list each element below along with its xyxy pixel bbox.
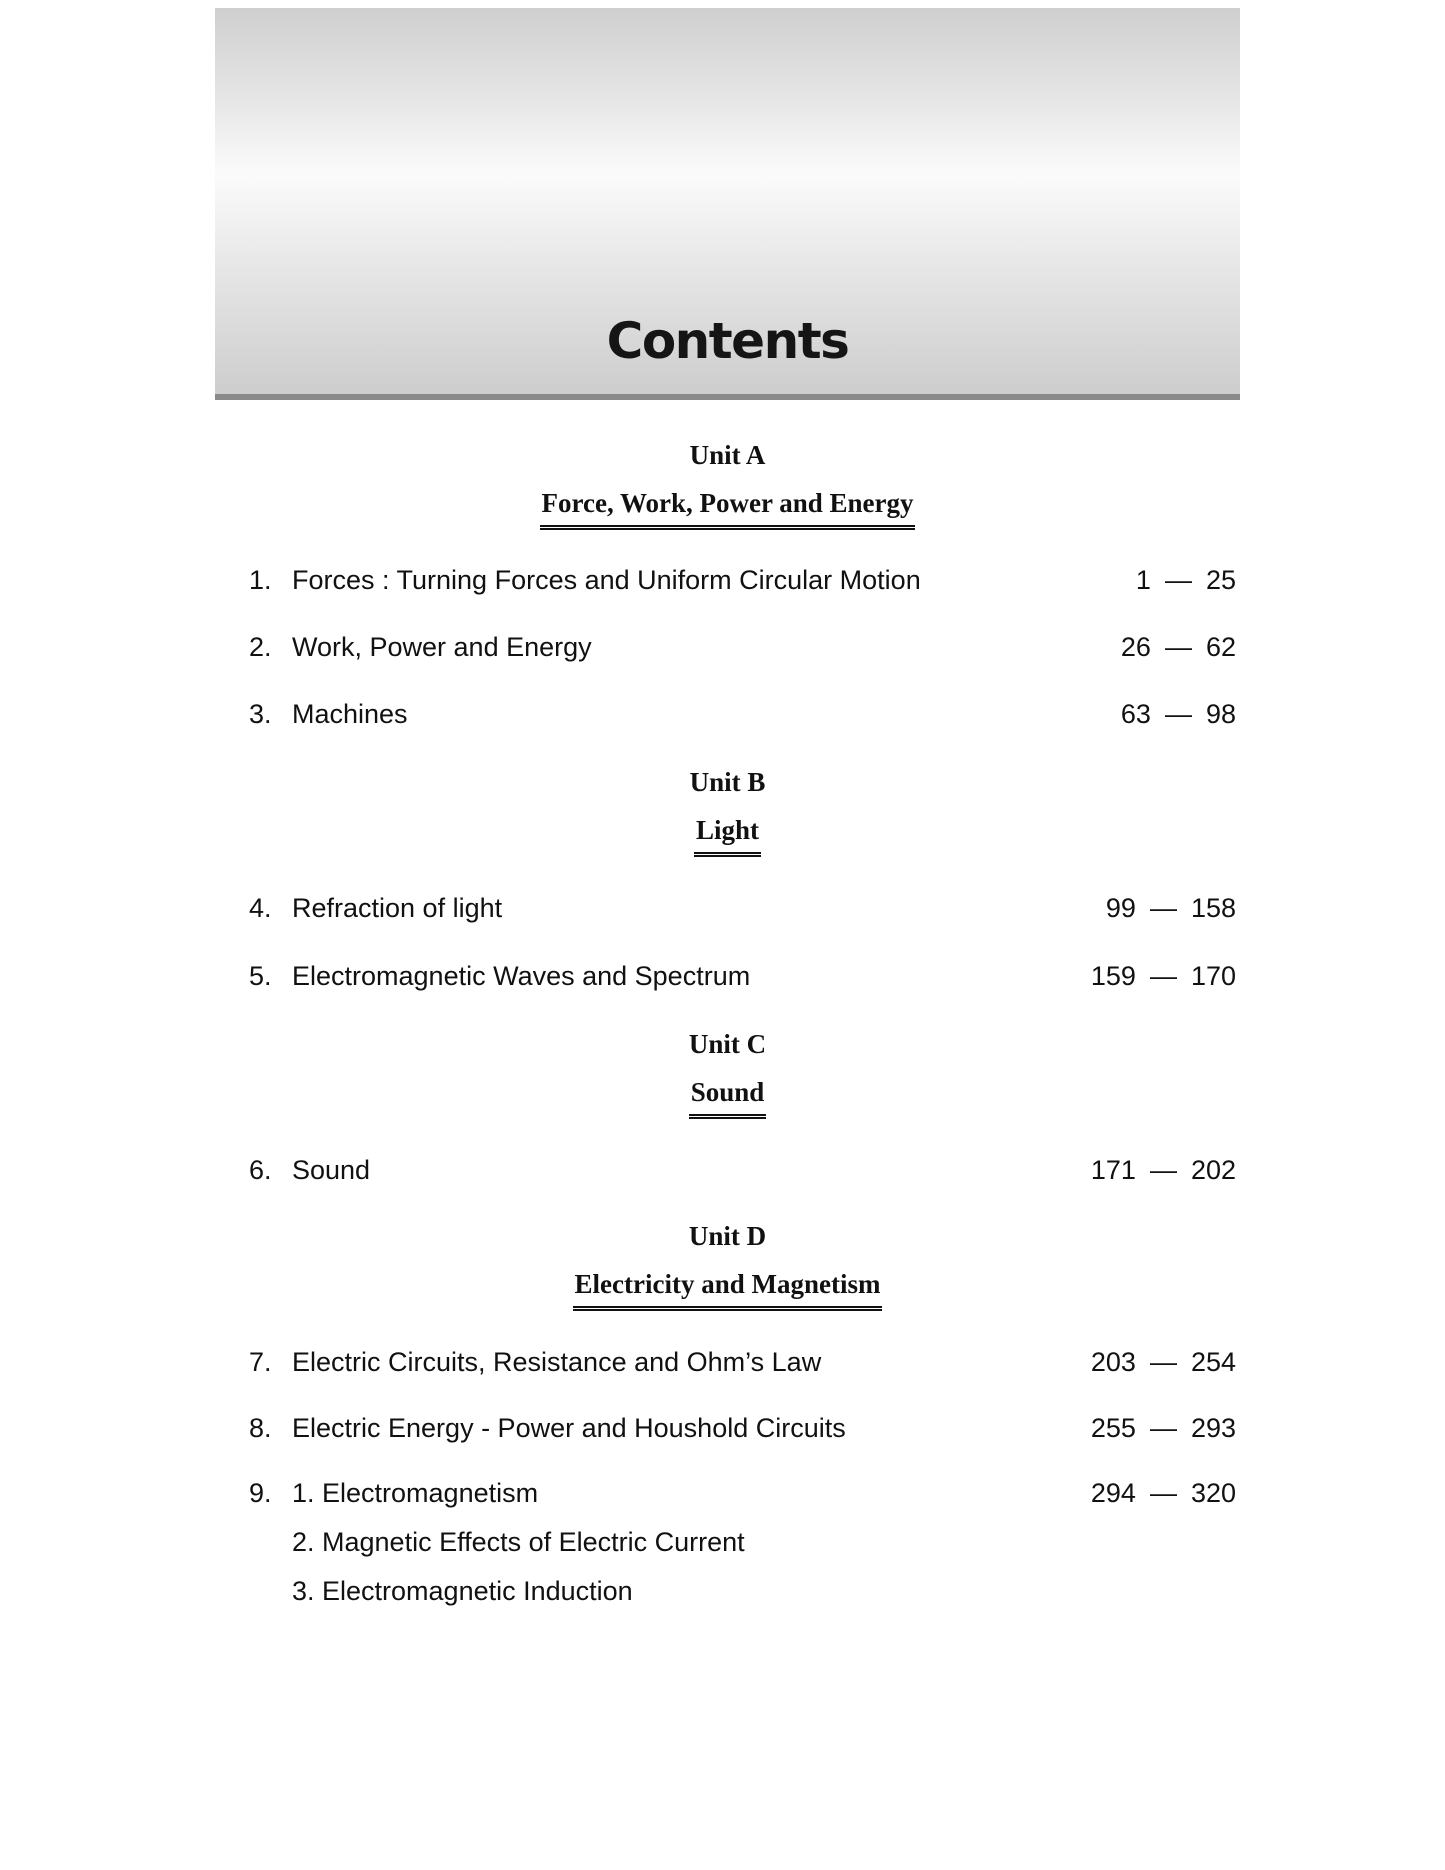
toc-subtopic[interactable]: 2. Magnetic Effects of Electric Current xyxy=(292,1527,745,1557)
page-range xyxy=(1136,563,1236,597)
page-end: 254 xyxy=(1190,1347,1236,1377)
page-start: 203 xyxy=(1090,1347,1136,1377)
page-dash: — xyxy=(1149,1413,1177,1443)
page-end: 293 xyxy=(1190,1413,1236,1443)
chapter-title: Electromagnetic Waves and Spectrum xyxy=(292,961,751,991)
page-end: 62 xyxy=(1205,632,1236,662)
chapter-number: 8. xyxy=(249,1413,272,1443)
chapter-number: 2. xyxy=(249,632,272,662)
chapter-number: 4. xyxy=(249,893,272,923)
unit-title: Electricity and Magnetism xyxy=(573,1271,883,1311)
page-dash: — xyxy=(1164,632,1192,662)
page-dash: — xyxy=(1149,961,1177,991)
page-end: 25 xyxy=(1205,565,1236,595)
page-dash: — xyxy=(1164,565,1192,595)
page-dash: — xyxy=(1149,1155,1177,1185)
chapter-title: Electric Circuits, Resistance and Ohm’s Law xyxy=(292,1347,822,1377)
contents-header-band xyxy=(215,8,1240,400)
unit-label: Unit C xyxy=(688,1029,767,1059)
page-range xyxy=(1091,959,1236,993)
unit-label: Unit B xyxy=(689,767,766,797)
unit-label: Unit A xyxy=(689,440,766,470)
toc-entry[interactable] xyxy=(215,630,1240,664)
toc-entry[interactable] xyxy=(215,1153,1240,1187)
page-range xyxy=(1106,891,1236,925)
toc-entry[interactable] xyxy=(215,1345,1240,1379)
page-end: 320 xyxy=(1190,1478,1236,1508)
page-dash: — xyxy=(1149,893,1177,923)
page-dash: — xyxy=(1149,1478,1177,1508)
page-start: 255 xyxy=(1090,1413,1136,1443)
unit-title: Force, Work, Power and Energy xyxy=(540,490,916,530)
page-end: 202 xyxy=(1190,1155,1236,1185)
page-start: 294 xyxy=(1090,1478,1136,1508)
page-start: 171 xyxy=(1090,1155,1136,1185)
page-title: Contents xyxy=(606,312,849,370)
page-end: 158 xyxy=(1190,893,1236,923)
page-end: 98 xyxy=(1205,699,1236,729)
toc-entry[interactable] xyxy=(215,1476,1240,1510)
page-start: 1 xyxy=(1135,565,1151,595)
unit-label: Unit D xyxy=(688,1221,767,1251)
chapter-number: 3. xyxy=(249,699,272,729)
chapter-title: Sound xyxy=(292,1155,371,1185)
page-start: 63 xyxy=(1120,699,1151,729)
page-dash: — xyxy=(1149,1347,1177,1377)
unit-heading-c xyxy=(215,1031,1240,1119)
toc-entry[interactable] xyxy=(215,697,1240,731)
unit-heading-b xyxy=(215,769,1240,857)
chapter-title: Forces : Turning Forces and Uniform Circular Motion xyxy=(292,565,921,595)
page-range xyxy=(1091,1411,1236,1445)
toc-subtopic[interactable]: 3. Electromagnetic Induction xyxy=(292,1576,633,1606)
chapter-number: 1. xyxy=(249,565,272,595)
toc-entry[interactable] xyxy=(215,1411,1240,1445)
chapter-title: Refraction of light xyxy=(292,893,503,923)
unit-heading-a xyxy=(215,442,1240,530)
chapter-number: 9. xyxy=(249,1478,272,1508)
unit-title: Sound xyxy=(689,1079,767,1119)
page-range xyxy=(1091,1153,1236,1187)
toc-entry[interactable] xyxy=(215,959,1240,993)
chapter-number: 7. xyxy=(249,1347,272,1377)
page-dash: — xyxy=(1164,699,1192,729)
toc-entry[interactable] xyxy=(215,891,1240,925)
toc-entry[interactable] xyxy=(215,563,1240,597)
chapter-title: Machines xyxy=(292,699,408,729)
page-start: 99 xyxy=(1105,893,1136,923)
page-range xyxy=(1091,1476,1236,1510)
unit-title: Light xyxy=(694,817,761,857)
page-start: 159 xyxy=(1090,961,1136,991)
unit-heading-d xyxy=(215,1223,1240,1311)
chapter-title: 1. Electromagnetism xyxy=(292,1478,539,1508)
page-end: 170 xyxy=(1190,961,1236,991)
page-start: 26 xyxy=(1120,632,1151,662)
page-range xyxy=(1121,630,1236,664)
chapter-title: Work, Power and Energy xyxy=(292,632,592,662)
chapter-number: 6. xyxy=(249,1155,272,1185)
page-range xyxy=(1121,697,1236,731)
page-range xyxy=(1091,1345,1236,1379)
chapter-title: Electric Energy - Power and Houshold Circuits xyxy=(292,1413,846,1443)
chapter-number: 5. xyxy=(249,961,272,991)
